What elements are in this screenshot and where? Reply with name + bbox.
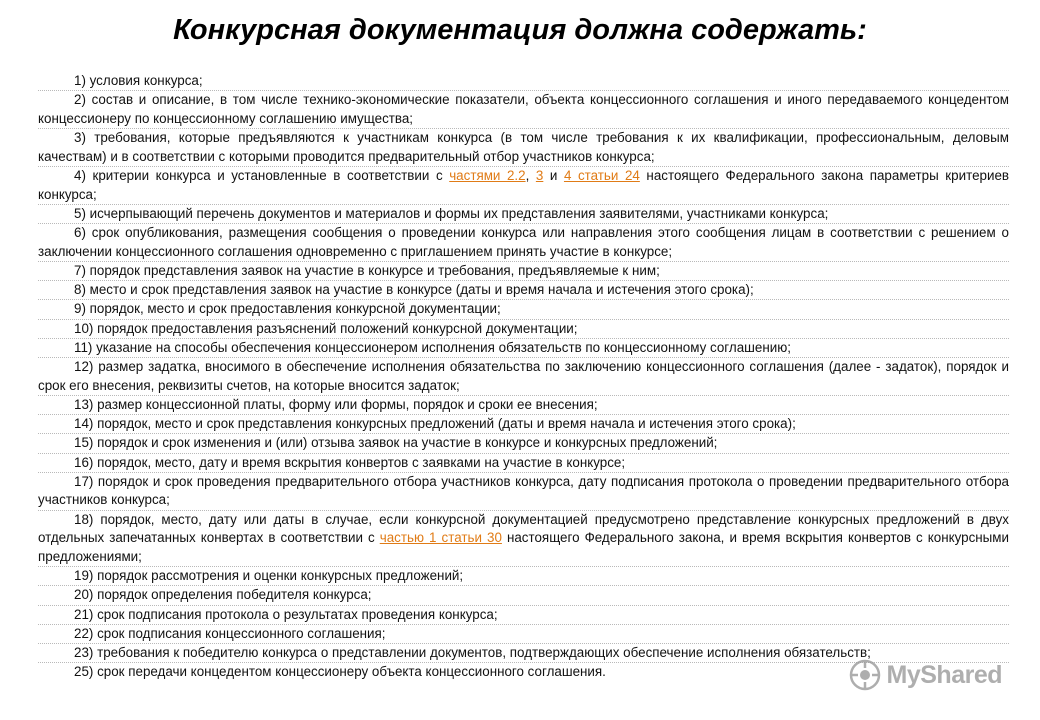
list-item bbox=[38, 205, 1009, 224]
list-item bbox=[38, 454, 1009, 473]
item-text: 16) порядок, место, дату и время вскрытия конвертов с заявками на участие в конкурсе; bbox=[74, 454, 626, 470]
list-item bbox=[38, 511, 1009, 568]
list-item bbox=[38, 167, 1009, 205]
item-text: 12) размер задатка, вносимого в обеспечение исполнения обязательства по заключению концессионного соглашения (далее - задаток), порядок и срок его внесения, реквизиты счетов, на которые вносится задаток; bbox=[38, 359, 1009, 393]
list-item bbox=[38, 606, 1009, 625]
page-title: Конкурсная документация должна содержать: bbox=[173, 14, 867, 46]
link-part-3[interactable]: 3 bbox=[535, 168, 544, 184]
link-part-4-article-24[interactable]: 4 статьи 24 bbox=[563, 168, 640, 184]
list-item bbox=[38, 320, 1009, 339]
item-text: 3) требования, которые предъявляются к участникам конкурса (в том числе требования к их квалификации, профессиональным, деловым качествам) и в соответствии с которыми проводится предварительный отбор участников конкурса; bbox=[38, 130, 1009, 164]
item-text: 9) порядок, место и срок предоставления конкурсной документации; bbox=[74, 301, 501, 317]
item-text: 19) порядок рассмотрения и оценки конкурсных предложений; bbox=[74, 568, 464, 584]
item-text: и bbox=[543, 168, 564, 184]
list-item bbox=[38, 91, 1009, 129]
item-text: 1) условия конкурса; bbox=[74, 73, 203, 88]
list-item bbox=[38, 415, 1009, 434]
list-item bbox=[38, 72, 1009, 91]
item-text: 15) порядок и срок изменения и (или) отзыва заявок на участие в конкурсе и конкурсных предложений; bbox=[74, 435, 718, 451]
list-item bbox=[38, 567, 1009, 586]
item-text: 5) исчерпывающий перечень документов и материалов и формы их представления заявителями, участниками конкурса; bbox=[74, 205, 829, 221]
list-item bbox=[38, 396, 1009, 415]
item-text: 22) срок подписания концессионного соглашения; bbox=[74, 625, 386, 641]
link-part-1-article-30[interactable]: частью 1 статьи 30 bbox=[379, 530, 502, 546]
item-text: 4) критерии конкурса и установленные в соответствии с bbox=[74, 168, 450, 184]
link-parts-2-2[interactable]: частями 2.2 bbox=[449, 168, 526, 184]
item-text: 25) срок передачи концедентом концессионеру объекта концессионного соглашения. bbox=[74, 664, 606, 680]
list-item bbox=[38, 262, 1009, 281]
list-item bbox=[38, 339, 1009, 358]
requirements-list bbox=[38, 72, 1009, 683]
list-item bbox=[38, 586, 1009, 605]
item-text: настоящего Федерального закона параметры критериев конкурса; bbox=[38, 168, 1010, 202]
list-item bbox=[38, 625, 1009, 644]
item-text: 6) срок опубликования, размещения сообщения о проведении конкурса или направления этого сообщения лицам в соответствии с решением о заключении концессионного соглашения одновременно с приглашением принять участие в конкурсе; bbox=[38, 225, 1009, 259]
list-item bbox=[38, 281, 1009, 300]
item-text: 20) порядок определения победителя конкурса; bbox=[74, 587, 372, 603]
watermark bbox=[849, 655, 1002, 695]
item-text: 17) порядок и срок проведения предварительного отбора участников конкурса, дату подписания протокола о проведении предварительного отбора участников конкурса; bbox=[38, 473, 1009, 508]
item-text: 18) порядок, место, дату или даты в случае, если конкурсной документацией предусмотрено представление конкурсных предложений в двух отдельных запечатанных конвертах в соответствии с bbox=[38, 511, 1009, 546]
watermark-text: MyShared bbox=[886, 660, 1002, 689]
item-text: 2) состав и описание, в том числе технико-экономические показатели, объекта концессионного соглашения и иного передаваемого концедентом концессионеру по концессионному соглашению имущества; bbox=[38, 92, 1009, 126]
item-text: 23) требования к победителю конкурса о представлении документов, подтверждающих обеспечение исполнения обязательств; bbox=[74, 645, 871, 661]
list-item bbox=[38, 358, 1009, 396]
item-text: 14) порядок, место и срок представления конкурсных предложений (даты и время начала и истечения этого срока); bbox=[74, 416, 796, 432]
item-text: , bbox=[525, 168, 536, 184]
myshared-logo-icon bbox=[849, 659, 881, 691]
item-text: 11) указание на способы обеспечения концессионером исполнения обязательств по концессионному соглашению; bbox=[74, 339, 791, 355]
item-text: настоящего Федерального закона, и время вскрытия конвертов с конкурсными предложениями; bbox=[38, 530, 1009, 565]
list-item bbox=[38, 129, 1009, 167]
item-text: 21) срок подписания протокола о результатах проведения конкурса; bbox=[74, 606, 498, 622]
item-text: 10) порядок предоставления разъяснений положений конкурсной документации; bbox=[74, 320, 578, 336]
item-text: 7) порядок представления заявок на участие в конкурсе и требования, предъявляемые к ним; bbox=[74, 263, 660, 279]
item-text: 13) размер концессионной платы, форму или формы, порядок и сроки ее внесения; bbox=[74, 396, 598, 412]
list-item bbox=[38, 224, 1009, 262]
item-text: 8) место и срок представления заявок на участие в конкурсе (даты и время начала и истечения этого срока); bbox=[74, 282, 754, 298]
list-item bbox=[38, 300, 1009, 319]
list-item bbox=[38, 434, 1009, 453]
list-item bbox=[38, 473, 1009, 511]
